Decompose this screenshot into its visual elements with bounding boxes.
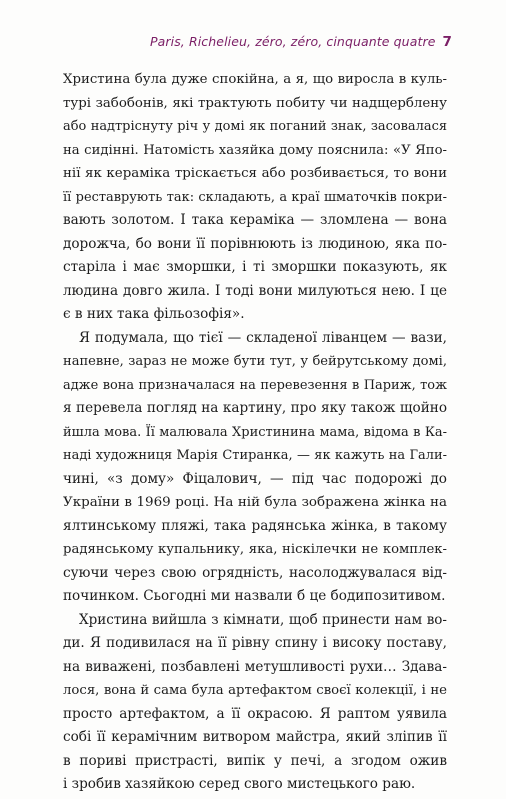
text-line: починком. Сьогодні ми назвали б це бодипозитивом.	[63, 588, 446, 604]
text-line: людина довго жила. І тоді вони милуються нею. І це	[63, 282, 447, 299]
text-line: радянському купальнику, яка, ніскілечки не комплек-	[63, 542, 447, 557]
text-line: ялтинському пляжі, така радянська жінка, в такому	[63, 517, 447, 534]
text-line: лося, вона й сама була артефактом своєї колекції, і не	[63, 683, 447, 698]
text-line: адже вона призначалася на перевезення в Париж, тож	[63, 377, 447, 393]
text-line: на виважені, позбавлені метушливості рухи… Здава-	[63, 658, 447, 675]
text-line: наді художниця Марія Стиранка, — як кажуть на Гали-	[63, 448, 447, 463]
text-line: собі її керамічним витвором майстра, який зліпив її	[63, 729, 447, 745]
text-line: я перевела погляд на картину, про яку також щойно	[63, 400, 447, 416]
text-line: йшла мова. Її малювала Христинина мама, відома в Ка-	[63, 424, 447, 440]
paragraph-1	[63, 68, 447, 327]
running-head	[60, 34, 452, 50]
text-line: напевне, зараз не може бути тут, у бейрутському домі,	[63, 354, 447, 369]
body-text	[63, 68, 447, 797]
text-line: Я подумала, що тієї — складеної ліванцем — вази,	[79, 329, 447, 346]
running-head-title: Paris, Richelieu, zéro, zéro, cinquante quatre	[149, 34, 436, 49]
text-line: або надтріснуту річ у домі як поганий знак, засовалася	[63, 119, 447, 134]
text-line: України в 1969 році. На ній була зображена жінка на	[63, 495, 447, 510]
text-line: і зробив хазяйкою серед свого мистецького раю.	[63, 776, 416, 792]
text-line: її реставрують так: складають, а краї шматочків покри-	[63, 189, 447, 205]
text-line: старіла і має зморшки, і ті зморшки показують, як	[63, 259, 447, 275]
text-line: турі забобонів, які трактують побиту чи надщерблену	[63, 95, 447, 111]
paragraph-2	[63, 327, 447, 609]
text-line: суючи через свою огрядність, насолоджувалася від-	[63, 564, 447, 581]
text-line: в пориві пристрасті, випік у печі, а згодом ожив	[63, 752, 447, 769]
text-line: дорожча, бо вони її порівнюють із людиною, яка по-	[63, 235, 447, 252]
text-line: Христина вийшла з кімнати, щоб принести нам во-	[79, 611, 447, 628]
text-line: нії як кераміка тріскається або розбивається, то вони	[63, 166, 447, 181]
text-line: є в них така фільозофія».	[63, 306, 245, 322]
page-number: 7	[442, 34, 452, 50]
text-line: на сидінні. Натомість хазяйка дому пояснила: «У Япо-	[63, 142, 447, 158]
paragraph-3	[63, 609, 447, 797]
text-line: вають золотом. І така кераміка — зломлена — вона	[63, 212, 447, 228]
text-line: просто артефактом, а її окрасою. Я раптом уявила	[63, 705, 447, 722]
text-line: чині, «з дому» Фіцалович, — під час подорожі до	[63, 470, 447, 487]
text-line: ди. Я подивилася на її рівну спину і високу поставу,	[63, 635, 447, 651]
text-line: Христина була дуже спокійна, а я, що виросла в куль-	[63, 72, 447, 87]
